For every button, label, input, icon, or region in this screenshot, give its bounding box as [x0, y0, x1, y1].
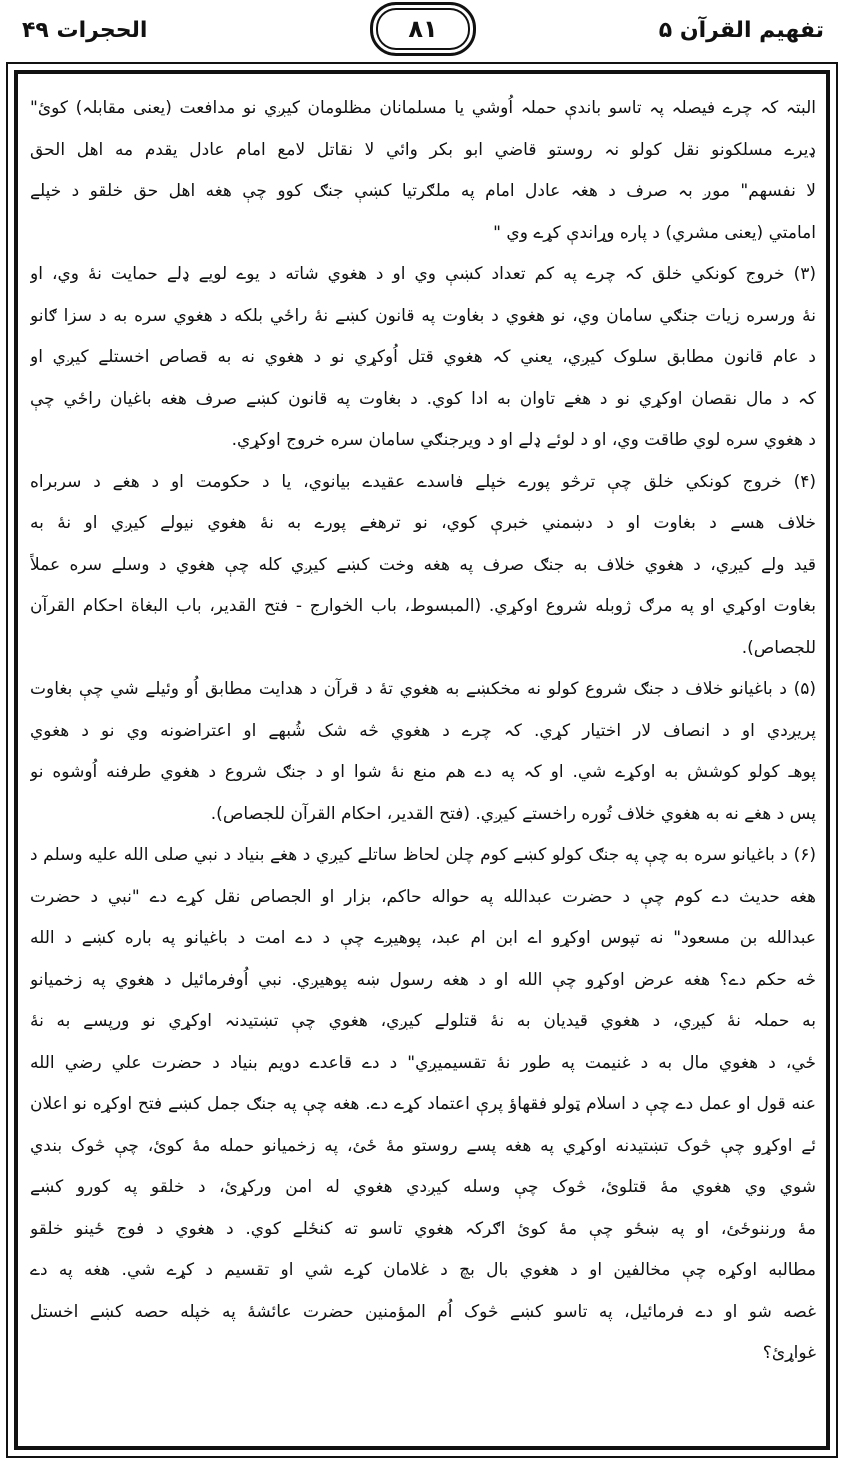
text-line: غصه شو او دے فرمائیل، په تاسو کښے څوک اُم المؤمنین حضرت عائشهٔ په خپله حصه کښے اخستل — [30, 1301, 816, 1322]
text-line: ځي، د هغوي مال به د غنیمت په طور نهٔ تقسیمیږي" د دے قاعدے دویم بنیاد د حضرت علي رضي الله — [30, 1052, 816, 1073]
text-line: شوي وي هغوي مهٔ قتلوئ، څوک چې وسله کیږدي هغوي له امن ورکړئ، د خلقو په کورو کښے — [30, 1177, 816, 1197]
section-title: الحجرات ۴۹ — [22, 18, 148, 43]
text-line: عنه قول او عمل دے چې د اسلام ټولو فقهاؤ پرې اعتماد کړے دے. هغه چې په جنګ جمل کښے فتح اوکړه نو اعلان — [30, 1094, 816, 1114]
text-line: للجصاص). — [741, 637, 816, 658]
text-line: (۶) د باغیانو سره به چې په جنګ کولو کښے کوم چلن لحاظ ساتلے کیږي د هغے بنیاد د نبي صلی الله علیه وسلم د — [30, 845, 816, 865]
text-line: به حملہ نهٔ کیږي، د هغوي قیدیان به نهٔ قتلولے کیږي، هغوي چې تښتیدنہ اوکړي نو ورپسے به نهٔ — [30, 1011, 816, 1031]
text-line: د هغوي سره لوي طاقت وي، او د لوئے ډلے او د ویرجنګي سامان سره خروج اوکړي. — [231, 430, 816, 450]
text-line: غواړئ؟ — [762, 1343, 816, 1363]
text-line: عبدالله بن مسعود" نه تپوس اوکړو اے ابن ام عبد، پوهیږے چې د دے امت د باغیانو په باره کښے د الله — [30, 928, 816, 948]
text-line: مطالبه اوکړه چې مخالفین او د هغوي بال بچ د غلامان کړے شي او تقسیم د کړے شي. هغه په دے — [30, 1260, 816, 1280]
text-line: د عام قانون مطابق سلوک کیږي، یعني کہ هغوي قتل اُوکړي نو د هغوي نه به قصاص اخستلے کیږي او — [30, 347, 816, 367]
text-line: البتہ کہ چرے فیصلہ پہ تاسو باندې حملہ اُوشي یا مسلمانان مظلومان کیږي نو مدافعت (یعنی مقابلہ) کوئ" — [30, 98, 816, 118]
book-title: تفهیم القرآن ۵ — [658, 18, 824, 43]
text-line: لا نفسهم" موږ بہ صرف د هغہ عادل امام په ملګرتیا کښې جنګ کوو چې هغه اهل حق خلقو د خپلے — [30, 181, 816, 201]
text-line: پوهـ کولو کوشش به اوکړے شي. او کہ په دے هم منع نهٔ شوا او د جنګ شروع د هغوي طرفنه اُوشوه نو — [30, 762, 816, 782]
text-line: کہ د مال نقصان اوکړي نو د هغے تاوان به ادا کوي. د بغاوت په قانون کښے صرف هغه باغیان راځي چې — [30, 388, 816, 409]
text-line: ډیرے مسلکونو نقل کولو نہ روستو قاضي ابو بکر وائي لا نقاتل لامع امام عادل يقدم مه اهل الحق — [30, 139, 816, 160]
text-line: پس د هغے نه به هغوي خلاف تُوره راخستے کیږي. (فتح القدیر، احکام القرآن للجصاص). — [210, 803, 816, 824]
page-body — [30, 88, 816, 1444]
text-line: مهٔ ورننوځئ، او په ښځو چې مهٔ کوئ اګرکہ هغوي تاسو ته کنځلے کوي. د هغوي د فوج ځینو خلقو — [30, 1218, 816, 1239]
text-line: قید ولے کیږي، د هغوي خلاف به جنګ صرف په هغه وخت کښے کیږي کله چې هغوي د وسلے سره عملاً — [30, 554, 816, 575]
text-line: پریږدي او د انصاف لار اختیار کړي. کہ چرے د هغوي څه شک شُبهے او اعتراضونه وي نو د هغوي — [30, 720, 816, 741]
page-header — [0, 0, 848, 62]
text-line: بغاوت اوکړي او په مرګ ژوبله شروع اوکړي. (المبسوط، باب الخوارج - فتح القدیر، باب البغاة احکام القرآن — [30, 596, 816, 616]
text-line: امامتي (یعنی مشري) د پاره وړاندې کړے وي " — [493, 222, 816, 243]
text-line: ئے اوکړو چې څوک تښتیدنه اوکړي په هغه پسے روستو مهٔ ځئ، په زخمیانو حمله مهٔ کوئ، چې څوک بندي — [30, 1135, 816, 1156]
text-line: (۳) خروج کونکي خلق کہ چرے په کم تعداد کښې وي او د هغوي شاته د یوے لویے ډلے حمایت نهٔ وي، او — [30, 264, 816, 284]
text-line: (۴) خروج کونکي خلق چې ترڅو پورے خپلے فاسدے عقیدے بیانوي، یا د حکومت او د هغے د سربراه — [30, 471, 816, 492]
text-line: نهٔ ورسره زیات جنګي سامان وي، نو هغوي د بغاوت په قانون کښے نهٔ راځي بلکه د هغوي سره به د سزا ګانو — [30, 305, 816, 326]
page-number-ornament — [370, 2, 476, 56]
text-line: خلاف هسے د بغاوت او د دښمني خبرې کوي، نو ترهغے پورے به نهٔ هغوي نیولے کیږي او نهٔ به — [30, 513, 816, 533]
text-line: (۵) د باغیانو خلاف د جنګ شروع کولو نه مخکښے به هغوي تهٔ د قرآن د هدایت مطابق اُو وئیلے شي چې بغاوت — [30, 679, 816, 699]
page-number: ۸۱ — [408, 15, 438, 43]
text-line: هغه حدیث دے کوم چې د حضرت عبدالله په حواله حاکم، بزار او الجصاص نقل کړے دے "نبي د حضرت — [30, 886, 816, 907]
text-line: څه حکم دے؟ هغه عرض اوکړو چې الله او د هغه رسول ښه پوهیږي. نبي اُوفرمائیل د هغوي په زخمیانو — [30, 969, 816, 990]
